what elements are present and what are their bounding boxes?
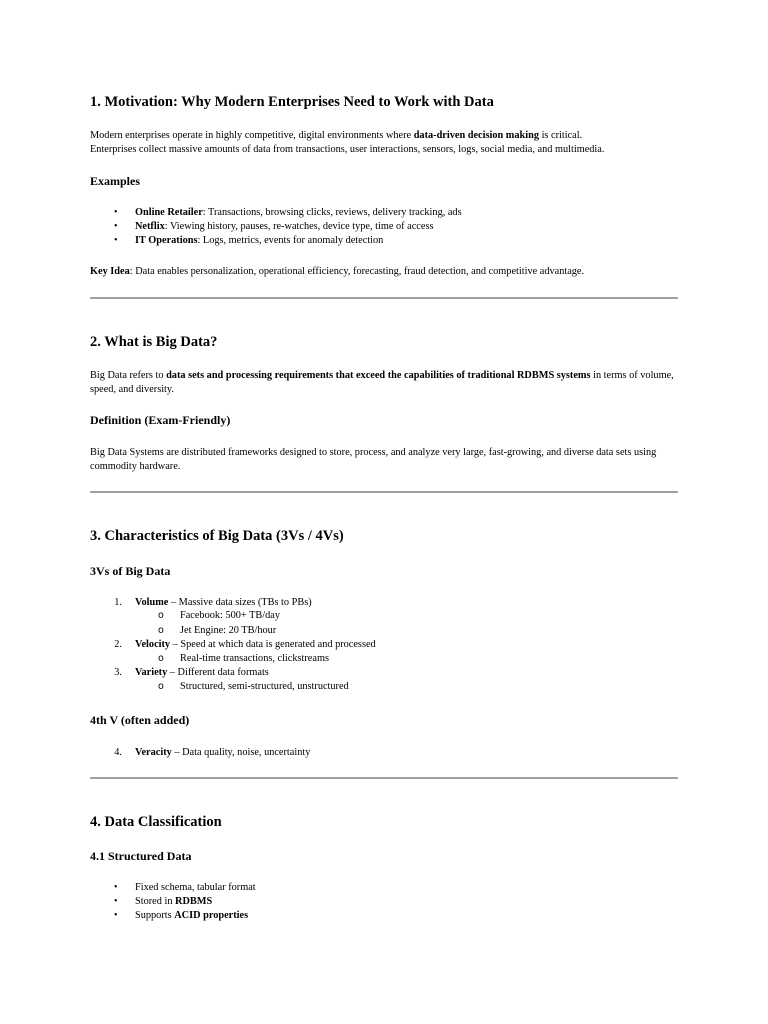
bold-text: data-driven decision making bbox=[413, 130, 539, 141]
sub-bullet: o bbox=[158, 610, 164, 621]
bullet: • bbox=[114, 896, 118, 907]
item-label: RDBMS bbox=[175, 896, 213, 907]
text-run: is critical. bbox=[539, 130, 583, 141]
text-run: Enterprises collect massive amounts of data from transactions, user interactions, sensors, logs, social media, and multimedia. bbox=[90, 143, 605, 155]
section-1-title: 1. Motivation: Why Modern Enterprises Need to Work with Data bbox=[90, 94, 494, 110]
item-text: – Data quality, noise, uncertainty bbox=[171, 747, 311, 758]
item-label: Netflix bbox=[135, 221, 165, 232]
fourth-v-heading: 4th V (often added) bbox=[90, 713, 190, 727]
text-run: : Data enables personalization, operational efficiency, forecasting, fraud detection, and competitive advantage. bbox=[129, 266, 585, 277]
sub-item: Real-time transactions, clickstreams bbox=[180, 653, 329, 664]
sub-item: Structured, semi-structured, unstructured bbox=[180, 681, 349, 692]
three-vs-heading: 3Vs of Big Data bbox=[90, 564, 171, 578]
list-item bbox=[135, 206, 462, 220]
bold-text: data sets and processing requirements that exceed the capabilities of traditional RDBMS systems bbox=[166, 370, 591, 381]
sub-bullet: o bbox=[158, 681, 164, 692]
list-item bbox=[135, 220, 433, 234]
text-run: Modern enterprises operate in highly competitive, digital environments where bbox=[90, 130, 414, 141]
item-text: – Speed at which data is generated and processed bbox=[170, 639, 376, 650]
list-item bbox=[135, 909, 248, 923]
examples-heading: Examples bbox=[90, 174, 141, 188]
item-text: Fixed schema, tabular format bbox=[135, 882, 256, 893]
item-label: Veracity bbox=[135, 747, 172, 758]
section-divider bbox=[90, 491, 678, 493]
list-item bbox=[135, 234, 383, 248]
section-4-title: 4. Data Classification bbox=[90, 814, 222, 830]
list-item bbox=[135, 881, 256, 895]
bullet: • bbox=[114, 207, 118, 218]
bold-text: Key Idea bbox=[90, 266, 130, 277]
item-label: Variety bbox=[135, 667, 168, 678]
item-label: Velocity bbox=[135, 639, 171, 650]
key-idea bbox=[90, 265, 675, 279]
bullet: • bbox=[114, 910, 118, 921]
item-label: Volume bbox=[135, 597, 169, 608]
sub-item: Jet Engine: 20 TB/hour bbox=[180, 625, 277, 636]
item-text: – Massive data sizes (TBs to PBs) bbox=[168, 597, 312, 608]
list-number: 3. bbox=[114, 667, 122, 678]
sub-item: Facebook: 500+ TB/day bbox=[180, 610, 280, 621]
sub-bullet: o bbox=[158, 653, 164, 664]
structured-data-heading: 4.1 Structured Data bbox=[90, 849, 192, 863]
list-item bbox=[135, 666, 269, 680]
item-text: : Logs, metrics, events for anomaly detection bbox=[197, 235, 384, 246]
definition-text: Big Data Systems are distributed frameworks designed to store, process, and analyze very large, fast-growing, and diverse data sets using commodity hardware. bbox=[90, 447, 657, 472]
section-divider bbox=[90, 777, 678, 779]
text-run: Big Data refers to bbox=[90, 370, 167, 381]
item-text: : Transactions, browsing clicks, reviews, delivery tracking, ads bbox=[202, 207, 462, 218]
section-3-title: 3. Characteristics of Big Data (3Vs / 4Vs) bbox=[90, 528, 344, 544]
definition-heading: Definition (Exam-Friendly) bbox=[90, 413, 231, 427]
item-text: – Different data formats bbox=[167, 667, 269, 678]
list-number: 1. bbox=[114, 597, 122, 608]
item-label: ACID properties bbox=[174, 910, 249, 921]
section-2-title: 2. What is Big Data? bbox=[90, 334, 218, 350]
section-divider bbox=[90, 297, 678, 299]
list-number: 4. bbox=[114, 747, 122, 758]
section-2-paragraph bbox=[90, 369, 675, 396]
text-run: in terms of volume, speed, and diversity. bbox=[90, 370, 674, 395]
list-item bbox=[135, 895, 212, 909]
bullet: • bbox=[114, 221, 118, 232]
list-item bbox=[135, 746, 310, 760]
item-label: Online Retailer bbox=[135, 207, 203, 218]
section-1-paragraph bbox=[90, 129, 675, 156]
list-item bbox=[135, 596, 312, 610]
bullet: • bbox=[114, 882, 118, 893]
bullet: • bbox=[114, 235, 118, 246]
list-item bbox=[135, 638, 376, 652]
item-text: : Viewing history, pauses, re-watches, device type, time of access bbox=[164, 221, 434, 232]
item-text: Stored in bbox=[135, 896, 176, 907]
sub-bullet: o bbox=[158, 625, 164, 636]
item-label: IT Operations bbox=[135, 235, 198, 246]
item-text: Supports bbox=[135, 910, 175, 921]
list-number: 2. bbox=[114, 639, 122, 650]
